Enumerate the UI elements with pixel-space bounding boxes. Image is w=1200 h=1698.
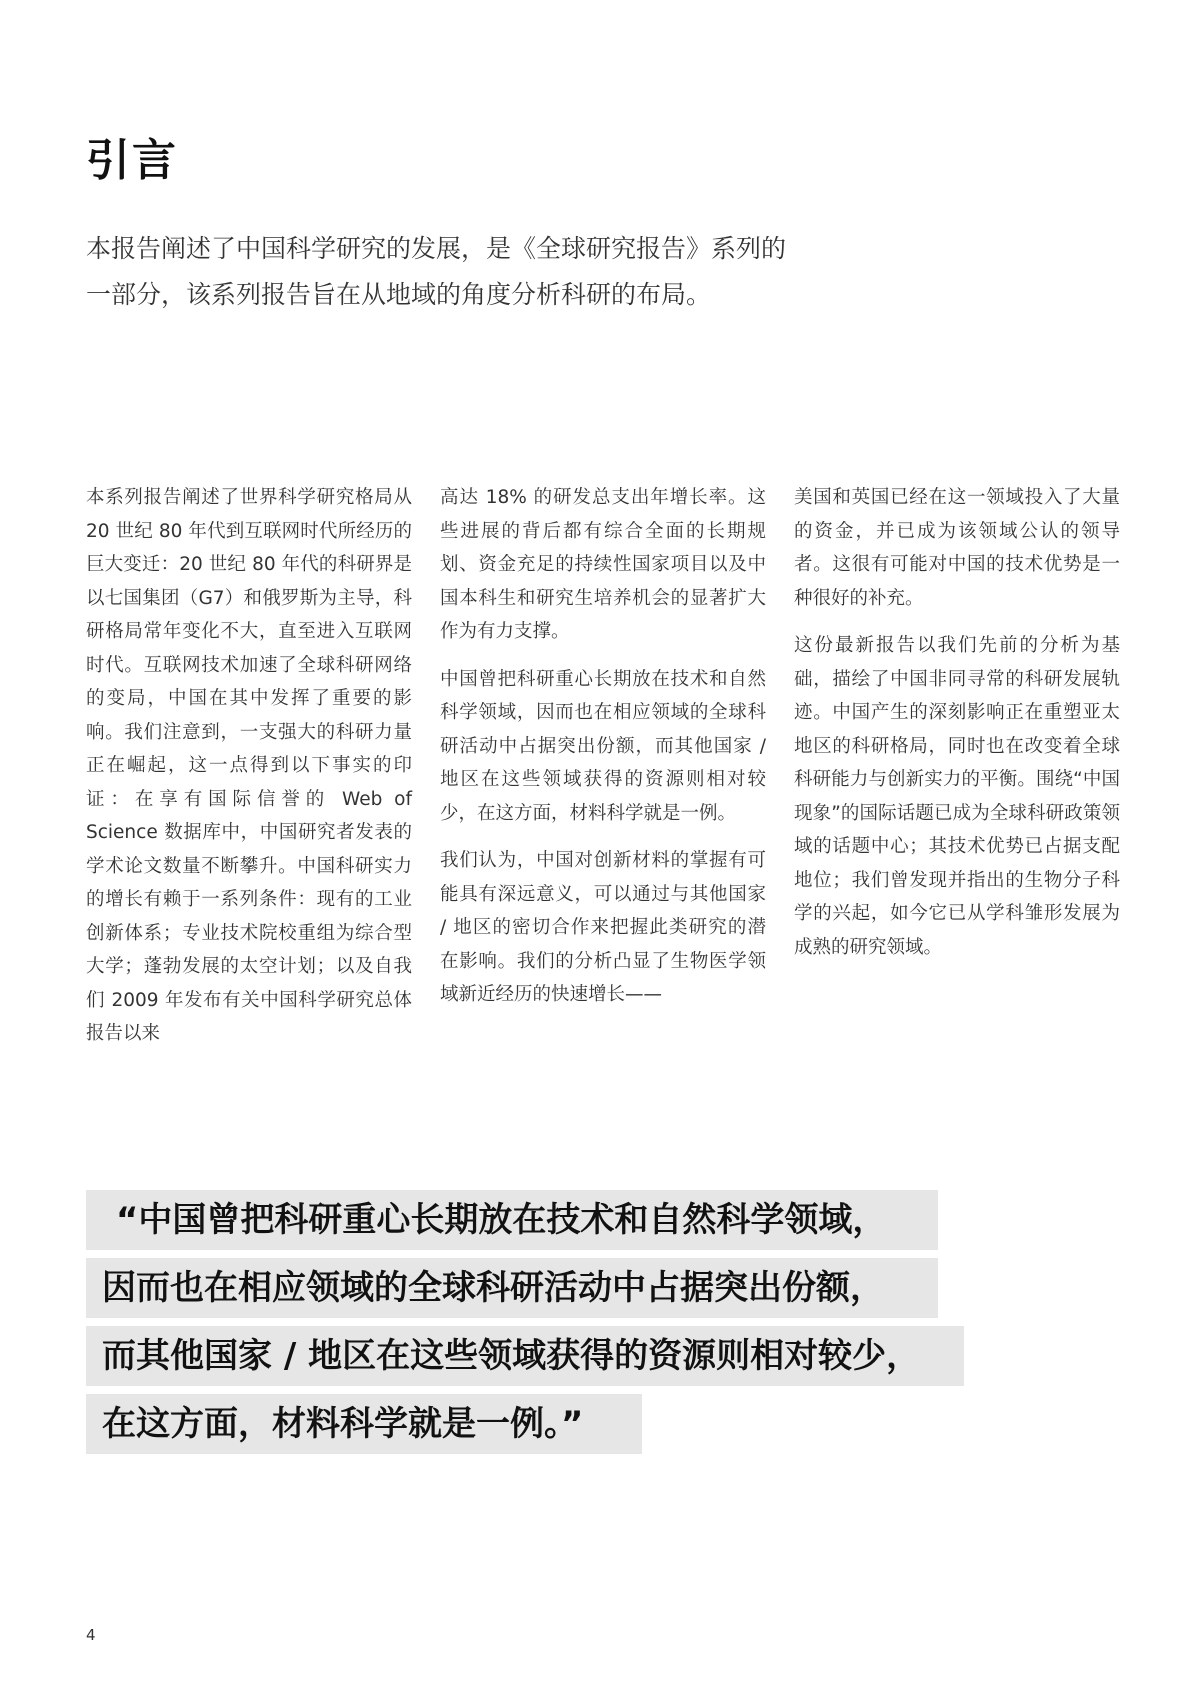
page-number: 4 xyxy=(86,1626,96,1644)
page-title: 引言 xyxy=(86,135,178,186)
intro-lead: 本报告阐述了中国科学研究的发展，是《全球研究报告》系列的一部分，该系列报告旨在从地域的角度分析科研的布局。 xyxy=(86,234,787,309)
body-paragraph: 美国和英国已经在这一领域投入了大量的资金，并已成为该领域公认的领导者。这很有可能对中国的技术优势是一种很好的补充。 xyxy=(794,487,1120,609)
body-paragraph: 这份最新报告以我们先前的分析为基础，描绘了中国非同寻常的科研发展轨迹。中国产生的深刻影响正在重塑亚太地区的科研格局，同时也在改变着全球科研能力与创新实力的平衡。围绕“中国现象”的国际话题已成为全球科研政策领域的话题中心；其技术优势已占据支配地位；我们曾发现并指出的生物分子科学的兴起，如今它已从学科雏形发展为成熟的研究领域。 xyxy=(794,635,1120,958)
body-column-3 xyxy=(794,481,1120,978)
body-paragraph: 本系列报告阐述了世界科学研究格局从 20 世纪 80 年代到互联网时代所经历的巨大变迁：20 世纪 80 年代的科研界是以七国集团（G7）和俄罗斯为主导，科研格局常年变化不大，直至进入互联网时代。互联网技术加速了全球科研网络的变局，中国在其中发挥了重要的影响。我们注意到，一支强大的科研力量正在崛起，这一点得到以下事实的印证：在享有国际信誉的 Web of Science 数据库中，中国研究者发表的学术论文数量不断攀升。中国科研实力的增长有赖于一系列条件：现有的工业创新体系；专业技术院校重组为综合型大学；蓬勃发展的太空计划；以及自我们 2009 年发布有关中国科学研究总体报告以来 xyxy=(86,487,412,1044)
pull-quote-line: 而其他国家 / 地区在这些领域获得的资源则相对较少， xyxy=(86,1326,964,1386)
body-column-2 xyxy=(440,481,766,1026)
pull-quote-line: “中国曾把科研重心长期放在技术和自然科学领域， xyxy=(86,1190,938,1250)
body-column-1 xyxy=(86,481,412,1065)
body-paragraph: 我们认为，中国对创新材料的掌握有可能具有深远意义，可以通过与其他国家 / 地区的密切合作来把握此类研究的潜在影响。我们的分析凸显了生物医学领域新近经历的快速增长—— xyxy=(440,850,766,1005)
pull-quote-line: 在这方面，材料科学就是一例。” xyxy=(86,1394,642,1454)
pull-quote-line: 因而也在相应领域的全球科研活动中占据突出份额， xyxy=(86,1258,938,1318)
body-paragraph: 高达 18% 的研发总支出年增长率。这些进展的背后都有综合全面的长期规划、资金充足的持续性国家项目以及中国本科生和研究生培养机会的显著扩大作为有力支撑。 xyxy=(440,487,766,642)
pull-quote xyxy=(86,1190,964,1462)
body-paragraph: 中国曾把科研重心长期放在技术和自然科学领域，因而也在相应领域的全球科研活动中占据突出份额，而其他国家 / 地区在这些领域获得的资源则相对较少，在这方面，材料科学就是一例。 xyxy=(440,668,766,824)
